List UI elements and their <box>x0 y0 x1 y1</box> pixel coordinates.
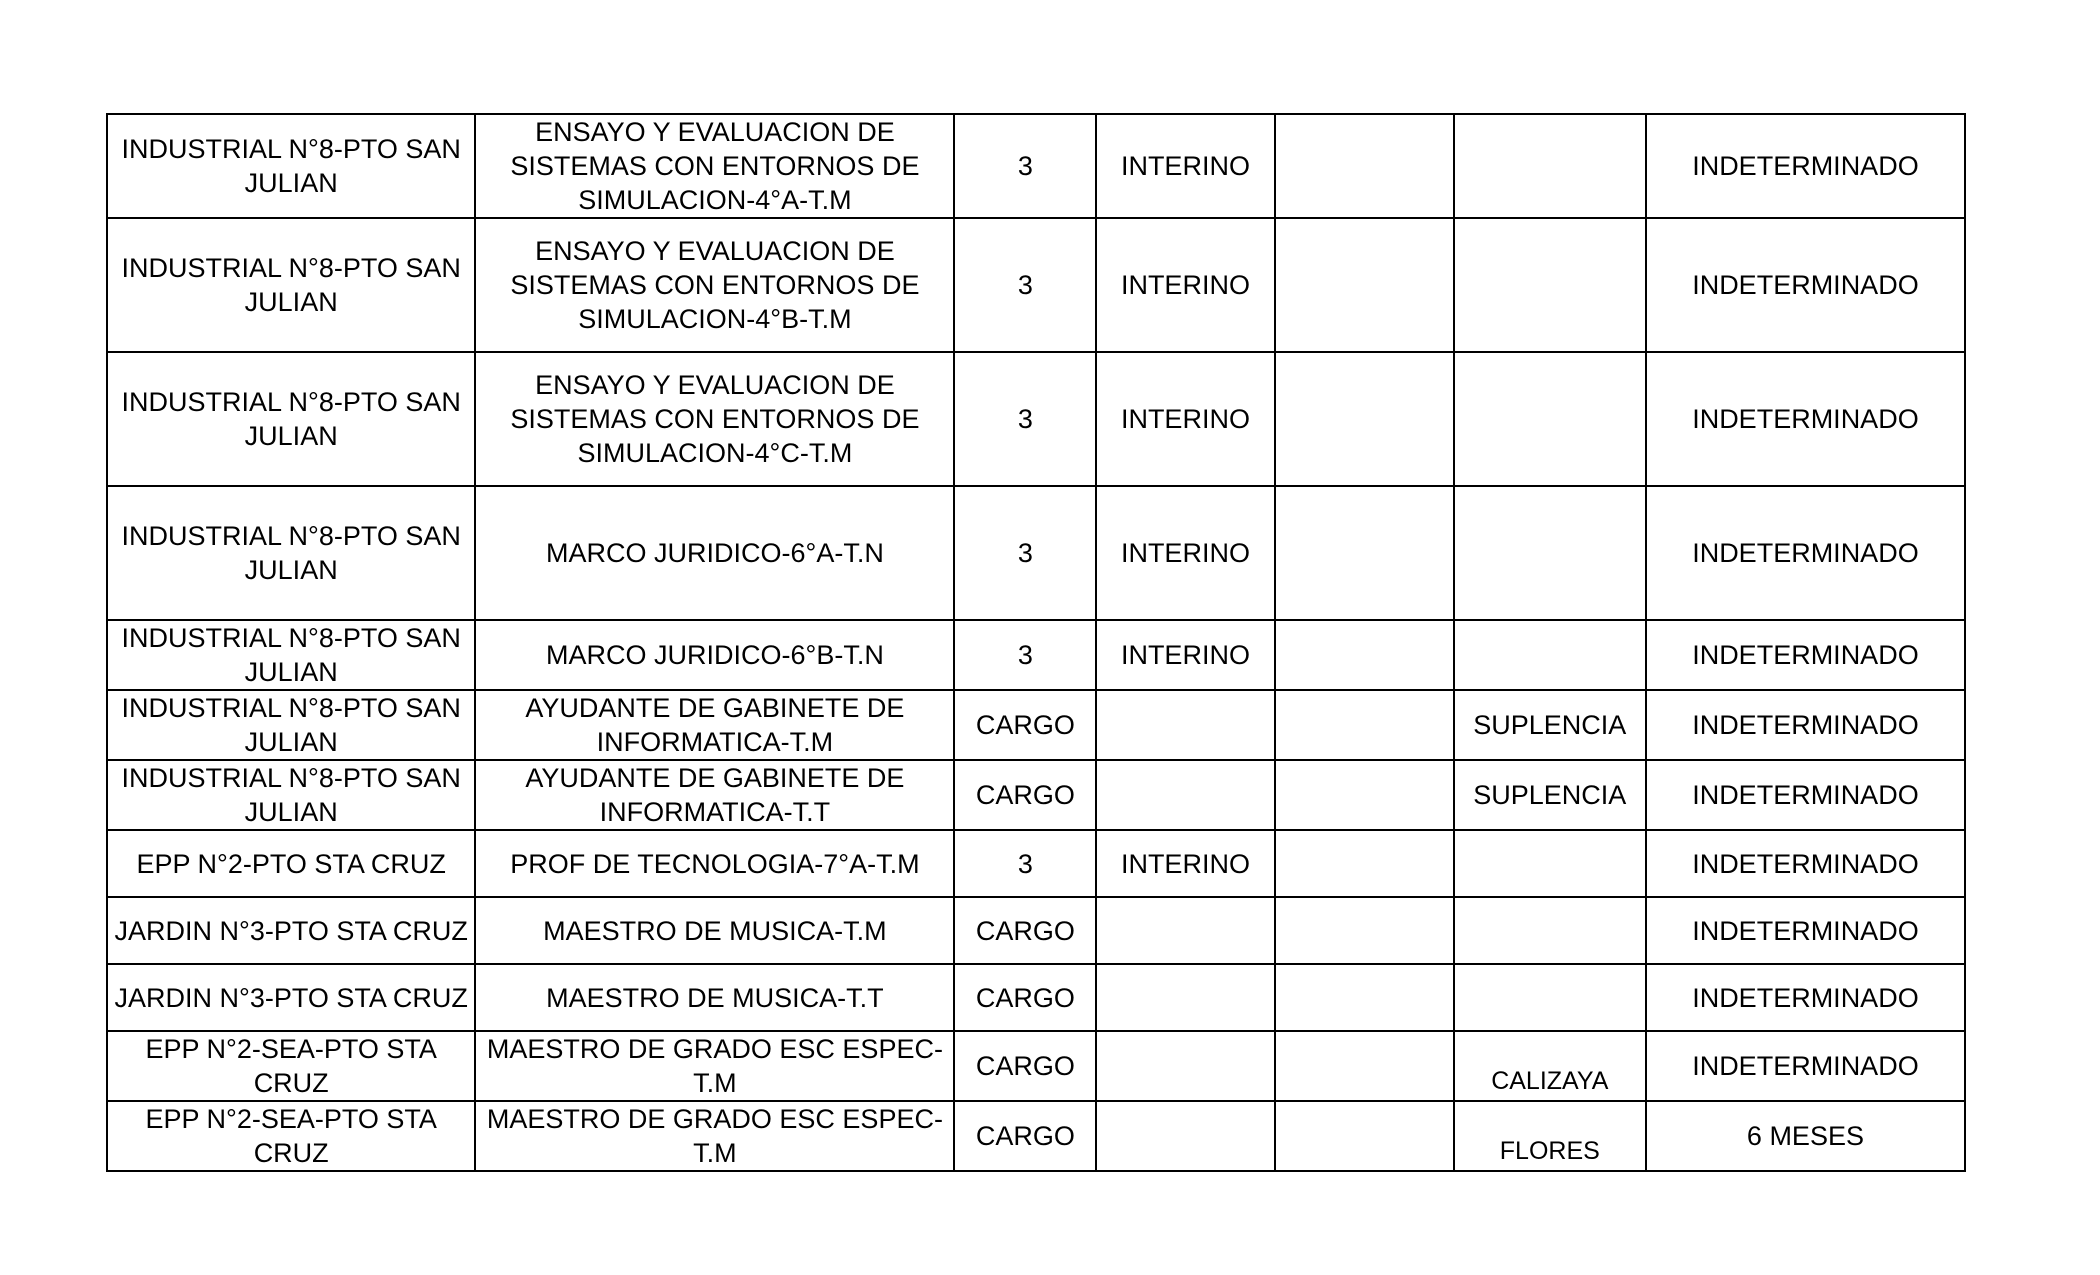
hours-cell: 3 <box>954 830 1096 897</box>
hours-cell: CARGO <box>954 964 1096 1031</box>
hours-cell: CARGO <box>954 897 1096 964</box>
empty-cell <box>1275 760 1454 830</box>
note-cell <box>1454 897 1646 964</box>
status-cell <box>1096 1031 1274 1101</box>
subject-cell: AYUDANTE DE GABINETE DE INFORMATICA-T.T <box>475 760 954 830</box>
school-cell: INDUSTRIAL N°8-PTO SAN JULIAN <box>107 760 475 830</box>
empty-cell <box>1275 690 1454 760</box>
status-cell: INTERINO <box>1096 620 1274 690</box>
table-row <box>107 760 1965 830</box>
school-cell: INDUSTRIAL N°8-PTO SAN JULIAN <box>107 486 475 620</box>
school-cell: EPP N°2-SEA-PTO STA CRUZ <box>107 1031 475 1101</box>
table-row <box>107 352 1965 486</box>
hours-cell: 3 <box>954 620 1096 690</box>
note-cell <box>1454 830 1646 897</box>
subject-cell: MARCO JURIDICO-6°A-T.N <box>475 486 954 620</box>
subject-cell: ENSAYO Y EVALUACION DE SISTEMAS CON ENTORNOS DE SIMULACION-4°A-T.M <box>475 114 954 218</box>
school-cell: INDUSTRIAL N°8-PTO SAN JULIAN <box>107 620 475 690</box>
duration-cell: INDETERMINADO <box>1646 690 1965 760</box>
note-cell: SUPLENCIA <box>1454 760 1646 830</box>
hours-cell: 3 <box>954 114 1096 218</box>
school-cell: INDUSTRIAL N°8-PTO SAN JULIAN <box>107 352 475 486</box>
hours-cell: CARGO <box>954 690 1096 760</box>
table-row <box>107 218 1965 352</box>
empty-cell <box>1275 352 1454 486</box>
note-cell <box>1454 352 1646 486</box>
note-cell <box>1454 486 1646 620</box>
table-row <box>107 1101 1965 1171</box>
table-row <box>107 690 1965 760</box>
subject-cell: ENSAYO Y EVALUACION DE SISTEMAS CON ENTORNOS DE SIMULACION-4°C-T.M <box>475 352 954 486</box>
subject-cell: MAESTRO DE GRADO ESC ESPEC-T.M <box>475 1101 954 1171</box>
status-cell <box>1096 1101 1274 1171</box>
status-cell <box>1096 690 1274 760</box>
school-cell: JARDIN N°3-PTO STA CRUZ <box>107 964 475 1031</box>
empty-cell <box>1275 114 1454 218</box>
status-cell: INTERINO <box>1096 352 1274 486</box>
duration-cell: INDETERMINADO <box>1646 830 1965 897</box>
note-cell <box>1454 114 1646 218</box>
school-cell: JARDIN N°3-PTO STA CRUZ <box>107 897 475 964</box>
empty-cell <box>1275 964 1454 1031</box>
school-cell: INDUSTRIAL N°8-PTO SAN JULIAN <box>107 114 475 218</box>
status-cell: INTERINO <box>1096 486 1274 620</box>
table-row <box>107 620 1965 690</box>
duration-cell: INDETERMINADO <box>1646 486 1965 620</box>
note-cell: SUPLENCIA <box>1454 690 1646 760</box>
subject-cell: AYUDANTE DE GABINETE DE INFORMATICA-T.M <box>475 690 954 760</box>
school-cell: EPP N°2-SEA-PTO STA CRUZ <box>107 1101 475 1171</box>
table-row <box>107 897 1965 964</box>
table-row <box>107 1031 1965 1101</box>
subject-cell: ENSAYO Y EVALUACION DE SISTEMAS CON ENTORNOS DE SIMULACION-4°B-T.M <box>475 218 954 352</box>
table-row <box>107 114 1965 218</box>
duration-cell: INDETERMINADO <box>1646 620 1965 690</box>
table-row <box>107 486 1965 620</box>
table-row <box>107 830 1965 897</box>
duration-cell: 6 MESES <box>1646 1101 1965 1171</box>
school-cell: EPP N°2-PTO STA CRUZ <box>107 830 475 897</box>
hours-cell: 3 <box>954 352 1096 486</box>
subject-cell: MAESTRO DE MUSICA-T.T <box>475 964 954 1031</box>
status-cell: INTERINO <box>1096 114 1274 218</box>
duration-cell: INDETERMINADO <box>1646 352 1965 486</box>
school-cell: INDUSTRIAL N°8-PTO SAN JULIAN <box>107 690 475 760</box>
hours-cell: 3 <box>954 218 1096 352</box>
status-cell <box>1096 897 1274 964</box>
subject-cell: PROF DE TECNOLOGIA-7°A-T.M <box>475 830 954 897</box>
status-cell: INTERINO <box>1096 218 1274 352</box>
note-cell <box>1454 218 1646 352</box>
hours-cell: CARGO <box>954 760 1096 830</box>
note-cell: CALIZAYA <box>1454 1031 1646 1101</box>
subject-cell: MARCO JURIDICO-6°B-T.N <box>475 620 954 690</box>
duration-cell: INDETERMINADO <box>1646 114 1965 218</box>
note-cell <box>1454 964 1646 1031</box>
status-cell <box>1096 760 1274 830</box>
table-body <box>107 114 1965 1171</box>
empty-cell <box>1275 897 1454 964</box>
status-cell: INTERINO <box>1096 830 1274 897</box>
note-cell <box>1454 620 1646 690</box>
duration-cell: INDETERMINADO <box>1646 760 1965 830</box>
vacancies-table <box>106 113 1966 1172</box>
duration-cell: INDETERMINADO <box>1646 897 1965 964</box>
table-row <box>107 964 1965 1031</box>
school-cell: INDUSTRIAL N°8-PTO SAN JULIAN <box>107 218 475 352</box>
status-cell <box>1096 964 1274 1031</box>
empty-cell <box>1275 218 1454 352</box>
subject-cell: MAESTRO DE MUSICA-T.M <box>475 897 954 964</box>
duration-cell: INDETERMINADO <box>1646 964 1965 1031</box>
empty-cell <box>1275 1101 1454 1171</box>
empty-cell <box>1275 830 1454 897</box>
hours-cell: 3 <box>954 486 1096 620</box>
duration-cell: INDETERMINADO <box>1646 218 1965 352</box>
subject-cell: MAESTRO DE GRADO ESC ESPEC-T.M <box>475 1031 954 1101</box>
empty-cell <box>1275 620 1454 690</box>
hours-cell: CARGO <box>954 1031 1096 1101</box>
hours-cell: CARGO <box>954 1101 1096 1171</box>
note-cell: FLORES <box>1454 1101 1646 1171</box>
empty-cell <box>1275 1031 1454 1101</box>
empty-cell <box>1275 486 1454 620</box>
duration-cell: INDETERMINADO <box>1646 1031 1965 1101</box>
